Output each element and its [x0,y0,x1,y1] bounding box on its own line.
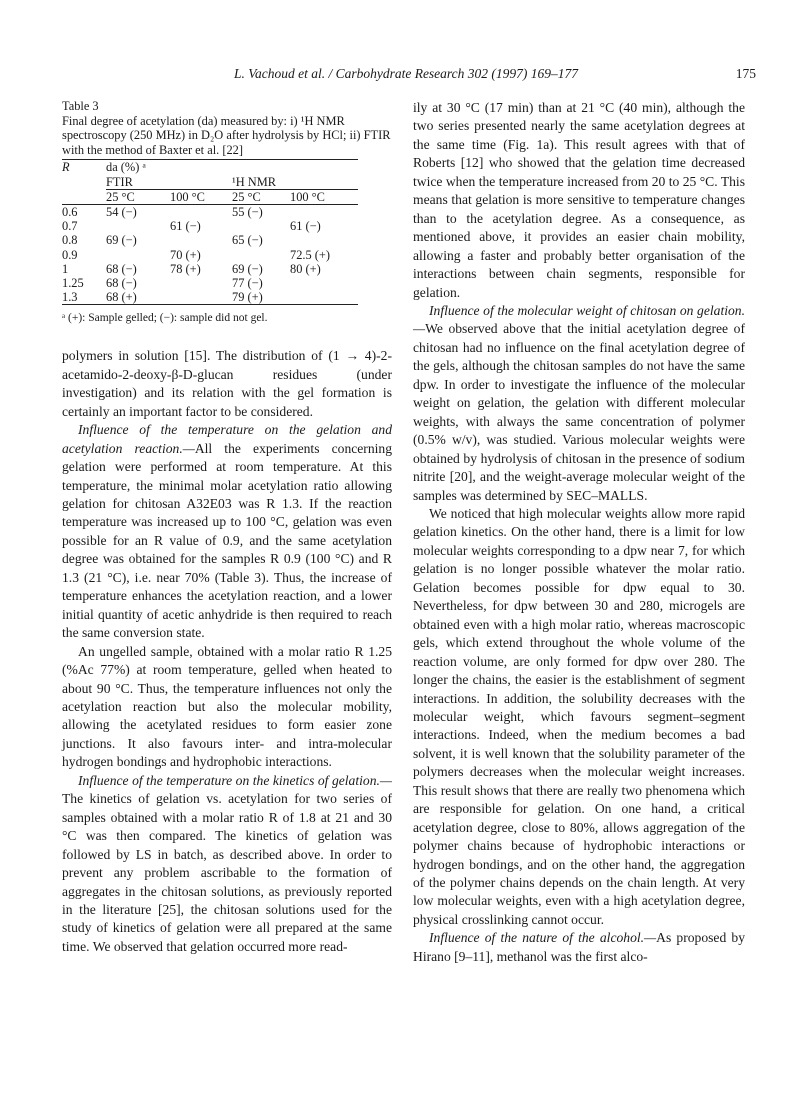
table-cell [232,248,290,262]
table-row [62,290,358,305]
temp-header: 25 °C [106,189,135,204]
col-header-r: R [62,160,70,175]
section-heading: Influence of the temperature on the gelation and acetylation reaction.— [62,422,392,456]
table-cell: 68 (−) [106,261,137,276]
table-cell: 0.6 [62,204,78,219]
paragraph [62,772,392,957]
table-cell [170,204,232,219]
table-cell: 0.7 [62,219,78,234]
table-cell: 61 (−) [170,219,201,234]
paragraph [413,302,745,505]
temp-header: 100 °C [170,189,205,204]
table-cell: 77 (−) [232,276,263,290]
section-heading: Influence of the molecular weight of chitosan on gelation.— [413,302,745,337]
table-cell: 1.25 [62,276,84,290]
table-cell: 68 (+) [106,290,137,305]
col-header-da: da (%) ᵃ [106,160,146,175]
table-cell: 65 (−) [232,233,263,248]
table-3-caption-block [62,99,392,157]
table-cell: 0.8 [62,233,78,248]
table-cell: 69 (−) [232,261,263,276]
table-cell [170,290,232,305]
group-header-nmr: ¹H NMR [232,175,358,190]
table-cell [106,219,170,233]
paragraph: polymers in solution [15]. The distribution of (1 → 4)-2-acetamido-2-deoxy-β-D-glucan residues (under investigation) and its relation with the gel formation is certainly an important factor to be considered. [62,348,392,419]
table-cell: 54 (−) [106,204,137,219]
paragraph [62,421,392,642]
table-3-footnote: ᵃ (+): Sample gelled; (−): sample did not gel. [62,312,268,325]
paragraph: We noticed that high molecular weights allow more rapid gelation kinetics. On the other hand, there is a limit for low molecular weights corresponding to a dpw near 7, for which gelation is no longer possible whatever the molar ratio. Gelation becomes possible for dpw equal to 30. Nevertheless, for dpw between 30 and 280, microgels are obtained even with a high molar ratio, whereas macroscopic gels, which extend throughout the whole volume of the reaction volume, are only formed for dpw over 280. The longer the chains, the easier is the establishment of segment interactions. In addition, the solubility decreases with the molecular weight, which favours segment–segment interactions. Indeed, when the medium becomes a bad solvent, it is well known that the solubility parameter of the polymers decreases when the molecular weight increases. This result shows that there are really two phenomena which are responsible for gelation. On one hand, a critical acetylation degree, close to 80%, allows aggregation of the polymer chains because of hydrophobic interactions or hydrogen bondings, and on the other hand, the aggregation of the polymer chains depends on the chain length. At very low molecular weights, even with a high acetylation degree, physical crosslinking cannot occur. [413,505,745,927]
table-cell: 80 (+) [290,261,321,276]
temp-header: 100 °C [290,189,325,204]
section-heading: Influence of the temperature on the kinetics of gelation.— [78,772,392,788]
right-column [413,99,745,966]
left-column [62,99,392,956]
paragraph: An ungelled sample, obtained with a molar ratio R 1.25 (%Ac 77%) at room temperature, gelled when heated to about 90 °C. Thus, the temperature influences not only the acetylation reaction but also the molecular mobility, allowing the acetylated residues to form easier zone junctions. It also favours inter- and intra-molecular hydrogen bondings and hydrophobic interactions. [62,643,392,770]
table-cell [170,233,232,247]
table-cell [290,204,358,219]
table-3-label: Table 3 [62,99,99,113]
table-row [62,262,358,276]
paragraph-text: We observed above that the initial acetylation degree of chitosan had no influence on the final acetylation degree of the gels, although the chitosan samples do not have the same dpw. In order to investigate the influence of the molecular weight on gelation, the gelation with different molecular weights, with always the same concentration of polymer (0.5% w/v), was studied. Various molecular weights were obtained by hydrolysis of chitosan in the presence of sodium nitrite [20], and the weight-average molecular weight of the samples was determined by SEC–MALLS. [413,321,745,503]
table-row [62,276,358,290]
temp-header: 25 °C [232,189,261,204]
table-row [62,204,358,219]
page-number: 175 [735,66,756,81]
table-cell [290,233,358,247]
paragraph [413,929,745,966]
table-cell: 1.3 [62,290,78,305]
group-header-ftir: FTIR [106,175,232,190]
table-3-caption: Final degree of acetylation (da) measured by: i) ¹H NMR spectroscopy (250 MHz) in D₂O after hydrolysis by HCl; ii) FTIR with the method of Baxter et al. [22] [62,113,391,157]
table-cell [290,276,358,290]
table-cell: 72.5 (+) [290,247,331,262]
paragraph-text: As proposed by Hirano [9–11], methanol was the first alco- [413,930,745,964]
paragraph-text: The kinetics of gelation vs. acetylation for two series of samples obtained with a molar ratio R of 1.8 at 21 and 30 °C was then compared. The kinetics of gelation was followed by LS in batch, as described above. In order to prevent any problem ascribable to the formation of aggregates in the chitosan solutions, as previously reported in the literature [25], the chitosan solutions used for the study of kinetics of gelation were all prepared at the same time. We observed that gelation occurred more read- [62,791,392,954]
table-cell [290,290,358,305]
table-cell: 69 (−) [106,233,137,248]
table-row [62,219,358,233]
section-heading: Influence of the nature of the alcohol.— [429,930,657,946]
paragraph-text: All the experiments concerning gelation were performed at room temperature. At this temperature, the minimal molar acetylation ratio allowing gelation for chitosan A32E03 was R 1.3. If the reaction temperature was increased up to 100 °C, gelation was even possible for an R value of 0.9, and the same acetylation degree was obtained for the samples R 0.9 (100 °C) and R 1.3 (21 °C), i.e. near 70% (Table 3). Thus, the increase of temperature enhances the acetylation reaction, and a lower initial quantity of acetic anhydride is then required to reach the same conversion state. [62,440,393,641]
table-cell: 55 (−) [232,204,263,219]
table-cell: 68 (−) [106,276,137,290]
table-cell: 0.9 [62,247,78,262]
table-3 [62,159,358,305]
table-cell: 61 (−) [290,219,321,234]
table-cell: 70 (+) [170,247,201,262]
table-cell: 1 [62,261,69,276]
running-header [56,66,756,86]
table-cell [170,276,232,290]
table-row [62,233,358,247]
running-title: L. Vachoud et al. / Carbohydrate Research 302 (1997) 169–177 [233,66,579,81]
table-cell: 79 (+) [232,290,263,305]
table-row [62,248,358,262]
table-cell: 78 (+) [170,261,201,276]
table-cell [106,248,170,262]
paragraph: ily at 30 °C (17 min) than at 21 °C (40 min), although the two series presented nearly the same acetylation degrees at the same time (Fig. 1a). This result agrees with that of Roberts [12] who showed that the gelation time decreased twice when the temperature increased from 20 to 25 °C. This means that gelation is more sensitive to temperature changes than to the acetylation degree. As a consequence, as mentioned above, it provides an easier chain mobility, allowing a faster and probably better organisation of the interactions between chain segments, responsible for gelation. [413,100,745,300]
table-cell [232,219,290,233]
